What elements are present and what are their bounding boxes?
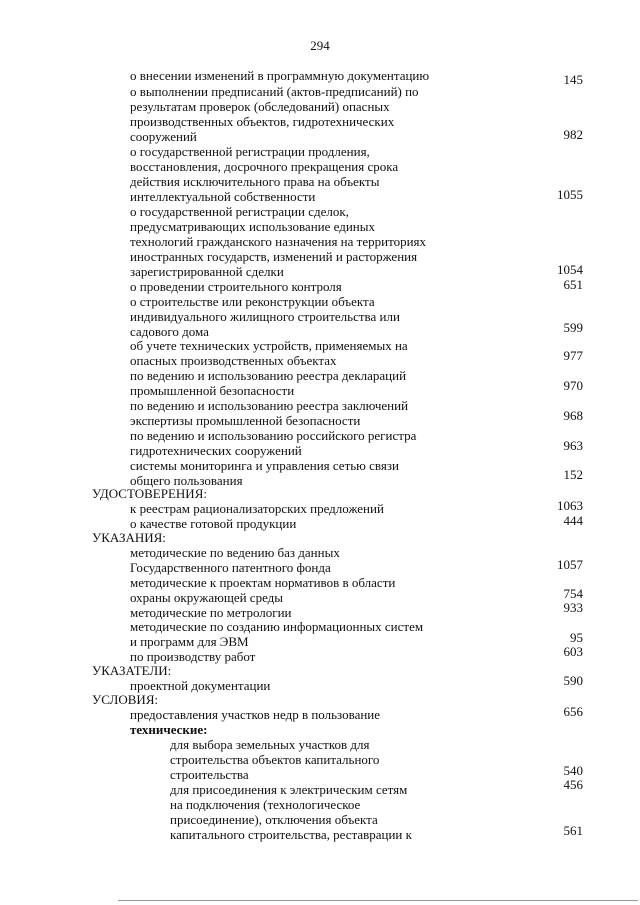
index-entry-page-number: 754	[563, 586, 583, 601]
section-heading: технические:	[130, 722, 208, 737]
index-entry-page-number: 145	[563, 72, 583, 87]
index-entry-text: предоставления участков недр в пользование	[130, 707, 381, 722]
index-entry-text: по ведению и использованию российского регистра	[130, 428, 417, 443]
page-number: 294	[310, 38, 330, 53]
index-entry-page-number: 656	[563, 704, 583, 719]
index-entry-text: технологий гражданского назначения на территориях	[130, 234, 427, 249]
index-entry-page-number: 968	[563, 408, 583, 423]
index-entry-page-number: 963	[563, 438, 583, 453]
index-entry-text: методические к проектам нормативов в области	[130, 575, 396, 590]
section-heading: УКАЗАТЕЛИ:	[92, 663, 172, 678]
scan-edge-divider	[118, 900, 638, 901]
index-entry-text: строительства	[170, 767, 249, 782]
index-entry-text: о проведении строительного контроля	[130, 279, 342, 294]
index-entry-text: для выбора земельных участков для	[170, 737, 370, 752]
index-entry-text: охраны окружающей среды	[130, 590, 284, 605]
index-entry-page-number: 970	[563, 378, 583, 393]
index-entry-text: сооружений	[130, 129, 197, 144]
index-entry-page-number: 444	[563, 513, 583, 528]
index-entry-text: методические по метрологии	[130, 605, 292, 620]
index-entry-text: об учете технических устройств, применяемых на	[130, 338, 408, 353]
index-entry-text: строительства объектов капитального	[170, 752, 380, 767]
index-entry-page-number: 599	[563, 320, 583, 335]
index-entry-text: о государственной регистрации продления,	[130, 144, 370, 159]
index-entry-page-number: 651	[563, 277, 583, 292]
index-entry-text: общего пользования	[130, 473, 243, 488]
index-entry-text: гидротехнических сооружений	[130, 443, 302, 458]
index-entry-text: Государственного патентного фонда	[130, 560, 331, 575]
section-heading: УДОСТОВЕРЕНИЯ:	[92, 486, 207, 501]
index-entry-text: на подключения (технологическое	[170, 797, 361, 812]
index-entry-page-number: 977	[563, 348, 583, 363]
index-entry-text: о качестве готовой продукции	[130, 516, 297, 531]
index-entry-page-number: 603	[563, 644, 583, 659]
index-entry-text: для присоединения к электрическим сетям	[170, 782, 408, 797]
index-entry-text: результатам проверок (обследований) опасных	[130, 99, 390, 114]
index-entry-text: действия исключительного права на объекты	[130, 174, 380, 189]
index-entry-text: методические по созданию информационных систем	[130, 619, 424, 634]
index-entry-text: и программ для ЭВМ	[130, 634, 249, 649]
index-entry-page-number: 982	[563, 127, 583, 142]
index-entry-page-number: 1054	[557, 262, 583, 277]
index-entry-text: предусматривающих использование единых	[130, 219, 375, 234]
index-entry-page-number: 1055	[557, 187, 583, 202]
index-entry-page-number: 152	[563, 467, 583, 482]
index-entry-text: о выполнении предписаний (актов-предписаний) по	[130, 84, 419, 99]
index-entry-text: садового дома	[130, 324, 209, 339]
index-entry-text: по ведению и использованию реестра заключений	[130, 398, 409, 413]
index-entry-page-number: 540	[563, 763, 583, 778]
index-entry-text: к реестрам рационализаторских предложений	[130, 501, 384, 516]
index-entry-text: методические по ведению баз данных	[130, 545, 340, 560]
index-entry-text: экспертизы промышленной безопасности	[130, 413, 361, 428]
section-heading: УСЛОВИЯ:	[92, 692, 159, 707]
index-entry-text: иностранных государств, изменений и расторжения	[130, 249, 418, 264]
index-entry-text: восстановления, досрочного прекращения срока	[130, 159, 399, 174]
index-entry-text: присоединение), отключения объекта	[170, 812, 378, 827]
index-entry-text: производственных объектов, гидротехнических	[130, 114, 395, 129]
index-entry-page-number: 95	[570, 630, 583, 645]
index-entry-text: капитального строительства, реставрации к	[170, 827, 412, 842]
index-entry-text: опасных производственных объектах	[130, 353, 337, 368]
section-heading: УКАЗАНИЯ:	[92, 530, 166, 545]
index-entry-page-number: 561	[563, 823, 583, 838]
index-entry-text: проектной документации	[130, 678, 271, 693]
index-entry-page-number: 456	[563, 777, 583, 792]
index-entry-text: интеллектуальной собственности	[130, 189, 316, 204]
index-entry-page-number: 590	[563, 673, 583, 688]
index-entry-text: о государственной регистрации сделок,	[130, 204, 349, 219]
index-entry-text: по ведению и использованию реестра деклараций	[130, 368, 407, 383]
index-entry-text: о строительстве или реконструкции объекта	[130, 294, 375, 309]
index-entry-text: зарегистрированной сделки	[130, 264, 284, 279]
index-entry-page-number: 1057	[557, 557, 583, 572]
index-entry-text: индивидуального жилищного строительства или	[130, 309, 400, 324]
index-entry-text: по производству работ	[130, 649, 256, 664]
index-entry-text: системы мониторинга и управления сетью связи	[130, 458, 399, 473]
index-entry-text: о внесении изменений в программную документацию	[130, 68, 430, 83]
index-entry-page-number: 1063	[557, 498, 583, 513]
index-entry-text: промышленной безопасности	[130, 383, 295, 398]
index-entry-page-number: 933	[563, 600, 583, 615]
